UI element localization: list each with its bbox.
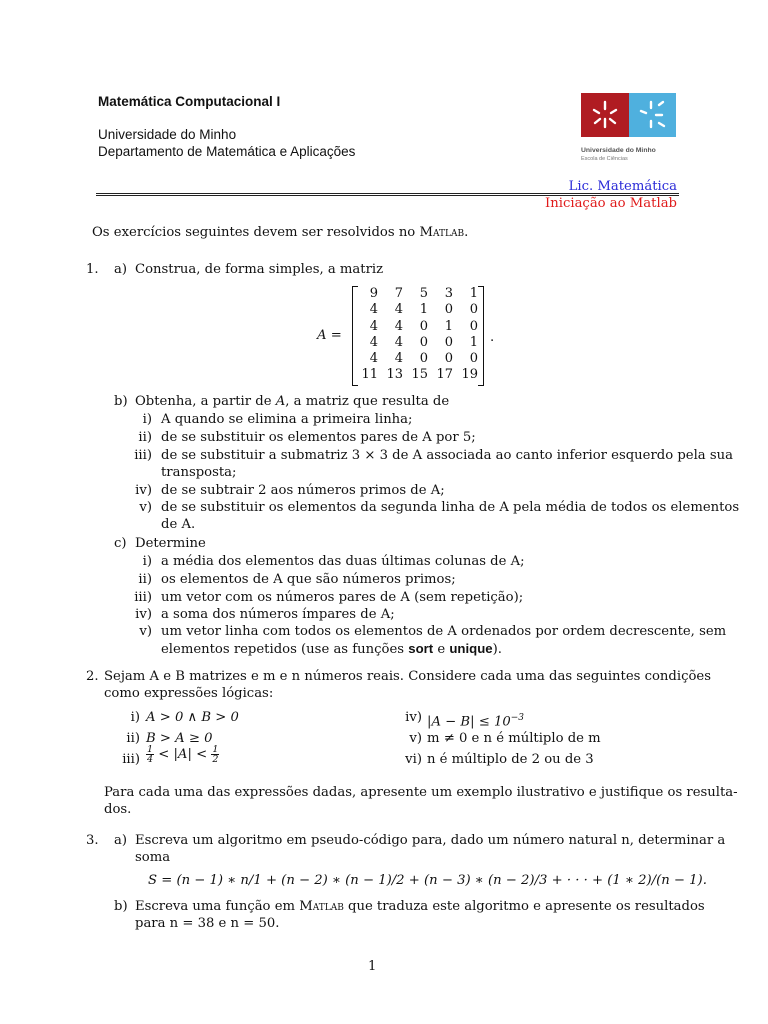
- logo-blue-block: [629, 93, 676, 137]
- matrix-cell: 4: [369, 302, 378, 318]
- ex1-b-item-label: v): [139, 500, 152, 515]
- sort-keyword: sort: [408, 641, 434, 656]
- ex2-after-line1: Para cada uma das expressões dadas, apresente um exemplo ilustrativo e justifique os resulta-: [104, 785, 738, 800]
- matrix-row: [360, 351, 478, 367]
- ex1-b-text-b: , a matriz que resulta de: [285, 394, 450, 409]
- matrix-cell: 0: [444, 334, 453, 350]
- ex2-left-label-2: ii): [126, 731, 140, 746]
- matrix-cell: 0: [469, 318, 478, 334]
- ex1-b-item-text-cont: de A.: [161, 517, 196, 532]
- matrix-right-bracket: [478, 286, 484, 386]
- ex1-b-item-text: de se substituir a submatriz 3 × 3 de A associada ao canto inferior esquerdo pela sua: [161, 448, 733, 463]
- ex1-b-item-text: A quando se elimina a primeira linha;: [161, 412, 413, 427]
- ex1-c-label: c): [114, 536, 127, 551]
- quarter-num: 1: [147, 744, 154, 755]
- ex1-a-label: a): [114, 262, 128, 277]
- matrix-left-bracket: [352, 286, 358, 386]
- ex3-b-line2: para n = 38 e n = 50.: [135, 916, 280, 931]
- logo-red-mark-icon: [581, 93, 629, 137]
- half-num: 1: [212, 744, 219, 755]
- matrix-cell: 0: [469, 351, 478, 367]
- ex1-b-item-label: ii): [138, 430, 152, 445]
- logo-caption: Universidade do Minho: [581, 147, 656, 154]
- matrix-cell: 11: [361, 367, 378, 383]
- matrix-row: [360, 335, 478, 351]
- matrix-cell: 4: [369, 351, 378, 367]
- matrix-cell: 0: [419, 351, 428, 367]
- matrix-row: [360, 302, 478, 318]
- matrix-table: [360, 286, 478, 384]
- ex1-c-item-text: um vetor com os números pares de A (sem repetição);: [161, 590, 524, 605]
- program-label: Lic. Matemática: [568, 179, 677, 194]
- matrix-cell: 17: [436, 367, 453, 383]
- matrix-cell: 4: [394, 334, 403, 350]
- matrix-cell: 0: [444, 302, 453, 318]
- half-den: 2: [212, 754, 219, 765]
- ex2-right-label-6: vi): [405, 752, 422, 767]
- matrix-cell: 4: [369, 334, 378, 350]
- ex2-right-expr-6: n é múltiplo de 2 ou de 3: [427, 752, 594, 767]
- sort-end: ).: [492, 642, 502, 657]
- ex2-left-label-1: i): [130, 710, 140, 725]
- ex3-b-matlab: Matlab: [299, 899, 344, 914]
- matrix-cell: 0: [419, 318, 428, 334]
- ex1-a-text: Construa, de forma simples, a matriz: [135, 262, 384, 277]
- matrix-cell: 1: [469, 286, 478, 301]
- ex1-b-item-text: de se substituir os elementos pares de A por 5;: [161, 430, 476, 445]
- matrix-cell: 1: [419, 302, 428, 318]
- matrix-row: [360, 319, 478, 335]
- unique-keyword: unique: [449, 641, 493, 656]
- ex2-right-label-4: iv): [405, 710, 422, 725]
- ex1-b-label: b): [114, 394, 128, 409]
- ex1-b-item-text-cont: transposta;: [161, 465, 237, 480]
- university-logo: [581, 93, 676, 137]
- ex2-line1: Sejam A e B matrizes e m e n números reais. Considere cada uma das seguintes condições: [104, 669, 711, 684]
- page-number: 1: [368, 959, 377, 974]
- matrix-cell: 13: [386, 367, 403, 383]
- ex2-number: 2.: [86, 669, 99, 684]
- ex1-b-item-label: iii): [134, 448, 152, 463]
- ex2-right-expr-4-text: |A − B| ≤ 10: [427, 714, 511, 730]
- ex1-c-item-text: a média dos elementos das duas últimas colunas de A;: [161, 554, 525, 569]
- ex3-a-line1: Escreva um algoritmo em pseudo-código para, dado um número natural n, determinar a: [135, 833, 726, 848]
- ex3-a-label: a): [114, 833, 128, 848]
- ex1-b-item-label: i): [142, 412, 152, 427]
- fraction-half: [211, 745, 219, 764]
- matrix-cell: 4: [369, 318, 378, 334]
- intro-text-a: Os exercícios seguintes devem ser resolvidos no: [92, 225, 420, 240]
- logo-red-block: [581, 93, 629, 137]
- matrix-end: .: [490, 330, 495, 345]
- ex1-c-item-label: iii): [134, 590, 152, 605]
- intro-matlab: Matlab: [419, 225, 465, 240]
- ex1-b-item-text: de se subtrair 2 aos números primos de A;: [161, 483, 445, 498]
- matrix-A: [352, 286, 484, 384]
- department-name: Departamento de Matemática e Aplicações: [98, 144, 356, 159]
- intro-text: [92, 224, 468, 242]
- matrix-cell: 0: [419, 334, 428, 350]
- matrix-cell: 15: [411, 367, 428, 383]
- ex3-b-line1: [135, 898, 705, 916]
- ex3-b-label: b): [114, 899, 128, 914]
- intro-text-b: .: [464, 225, 469, 240]
- ex1-b-item-text: de se substituir os elementos da segunda linha de A pela média de todos os elementos: [161, 500, 740, 515]
- matrix-cell: 0: [444, 351, 453, 367]
- ex1-c-item-label: iv): [135, 607, 152, 622]
- matrix-cell: 9: [369, 286, 378, 301]
- ex1-b-var: A: [275, 394, 286, 409]
- fraction-quarter: [146, 745, 154, 764]
- ex1-c-item-text: um vetor linha com todos os elementos de A ordenados por ordem decrescente, sem: [161, 624, 727, 639]
- ex3-a-line2: soma: [135, 850, 171, 865]
- ex2-right-expr-4: [427, 709, 524, 731]
- ex1-c-v-line2: [161, 640, 502, 659]
- ex1-c-item-label: i): [142, 554, 152, 569]
- matrix-cell: 4: [394, 351, 403, 367]
- matrix-row: [360, 286, 478, 302]
- ex2-after-line2: dos.: [104, 802, 132, 817]
- ex2-right-label-5: v): [409, 731, 422, 746]
- matrix-cell: 5: [419, 286, 428, 301]
- ex1-c-item-label: ii): [138, 572, 152, 587]
- ex1-c-item-text: os elementos de A que são números primos;: [161, 572, 456, 587]
- ex2-line2: como expressões lógicas:: [104, 686, 274, 701]
- ex1-c-text: Determine: [135, 536, 206, 551]
- matrix-cell: 19: [461, 367, 478, 383]
- ex3-b-line1-b: que traduza este algoritmo e apresente os resultados: [343, 899, 705, 914]
- logo-blue-mark-icon: [629, 93, 676, 137]
- quarter-den: 4: [147, 754, 154, 765]
- ex2-left-expr-1: A > 0 ∧ B > 0: [146, 710, 239, 725]
- university-name: Universidade do Minho: [98, 127, 237, 142]
- matrix-cell: 3: [444, 286, 453, 301]
- ex2-left-expr-3: [146, 745, 219, 764]
- logo-subcaption: Escola de Ciências: [581, 156, 628, 162]
- ex2-right-expr-4-sup: −3: [510, 713, 525, 723]
- sort-intro: elementos repetidos (use as funções: [161, 642, 409, 657]
- matrix-cell: 4: [394, 318, 403, 334]
- matrix-cell: 1: [444, 318, 453, 334]
- topic-label: Iniciação ao Matlab: [545, 196, 677, 211]
- ex2-right-expr-5: m ≠ 0 e n é múltiplo de m: [427, 731, 601, 746]
- ex1-number: 1.: [86, 262, 99, 277]
- ex3-formula: S = (n − 1) ∗ n/1 + (n − 2) ∗ (n − 1)/2 + (n − 3) ∗ (n − 2)/3 + · · · + (1 ∗ 2)/(n − 1).: [148, 873, 707, 888]
- ex2-left-label-3: iii): [122, 752, 140, 767]
- ex3-b-line1-a: Escreva uma função em: [135, 899, 300, 914]
- ex1-c-item-label: v): [139, 624, 152, 639]
- ex1-b-text-a: Obtenha, a partir de: [135, 394, 276, 409]
- matrix-cell: 1: [469, 334, 478, 350]
- ex2-left-expr-2: B > A ≥ 0: [146, 731, 213, 746]
- matrix-cell: 7: [394, 286, 403, 301]
- matrix-cell: 0: [469, 302, 478, 318]
- ex1-c-item-text: a soma dos números ímpares de A;: [161, 607, 395, 622]
- course-title: Matemática Computacional I: [98, 94, 281, 109]
- ex1-b-item-label: iv): [135, 483, 152, 498]
- matrix-row: [360, 367, 478, 383]
- ex3-number: 3.: [86, 833, 99, 848]
- matrix-cell: 4: [394, 302, 403, 318]
- sort-unique-sep: e: [433, 642, 450, 657]
- ex1-b-text: [135, 393, 449, 411]
- matrix-name: A =: [317, 328, 342, 343]
- abs-a-range: < |A| <: [154, 747, 212, 762]
